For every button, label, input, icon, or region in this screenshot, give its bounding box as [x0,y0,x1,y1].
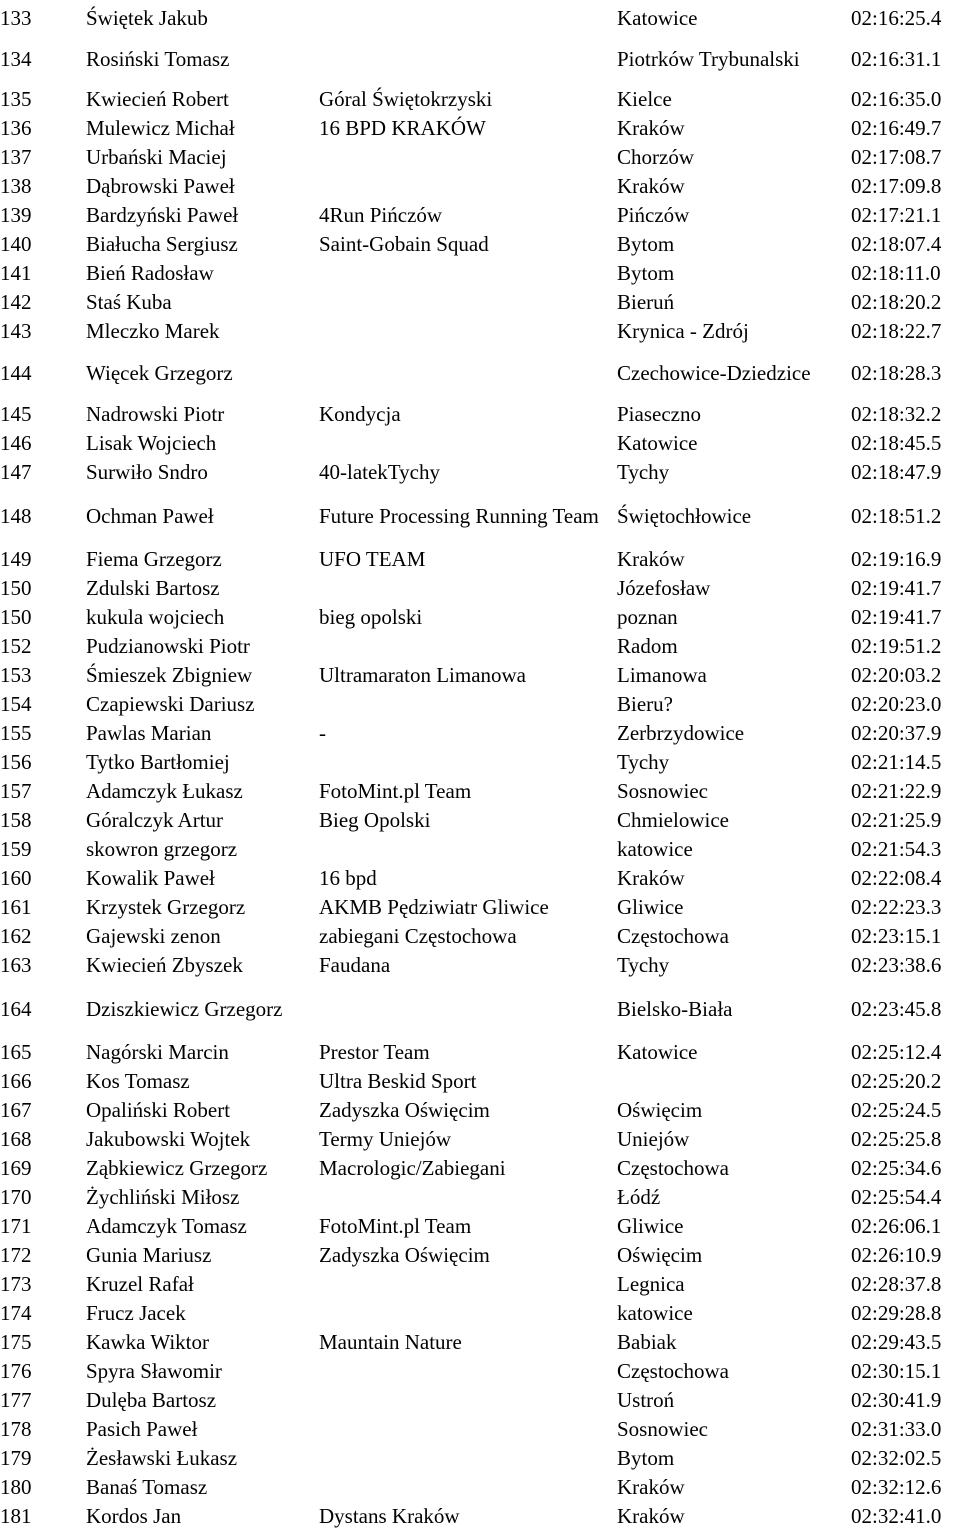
result-club [319,835,611,864]
result-row [0,1444,960,1473]
result-time: 02:19:51.2 [851,633,942,658]
result-row [0,0,960,36]
result-place: 150 [0,575,32,600]
result-time: 02:18:32.2 [851,401,942,426]
result-row [0,1386,960,1415]
result-row [0,1299,960,1328]
result-place: 136 [0,115,32,140]
result-place: 138 [0,173,32,198]
result-place: 161 [0,894,32,919]
result-name: Adamczyk Tomasz [86,1213,247,1238]
result-city: Chorzów [617,144,694,169]
result-place: 163 [0,952,32,977]
result-name: Czapiewski Dariusz [86,691,255,716]
result-city: Kraków [617,1503,685,1528]
result-place: 176 [0,1358,32,1383]
result-city: Gliwice [617,1213,684,1238]
result-name: kukula wojciech [86,604,225,629]
result-row [0,114,960,143]
result-name: Żesławski Łukasz [86,1445,238,1470]
result-time: 02:18:11.0 [851,260,941,285]
result-club [319,429,611,458]
result-city: Limanowa [617,662,707,687]
result-city: Świętochłowice [617,503,752,528]
result-club: Bieg Opolski [319,807,431,832]
result-place: 181 [0,1503,32,1528]
result-city: Babiak [617,1329,677,1354]
result-place: 148 [0,503,32,528]
result-city: Uniejów [617,1126,690,1151]
result-place: 142 [0,289,32,314]
result-place: 169 [0,1155,32,1180]
result-city: Czechowice-Dziedzice [617,360,811,385]
result-time: 02:21:25.9 [851,807,942,832]
result-city: poznan [617,604,678,629]
result-row [0,1241,960,1270]
result-row [0,490,960,542]
result-row [0,288,960,317]
result-place: 141 [0,260,32,285]
result-name: Pudzianowski Piotr [86,633,250,658]
result-city: Częstochowa [617,1155,729,1180]
result-club [319,353,611,393]
result-city: Kraków [617,1474,685,1499]
result-time: 02:18:47.9 [851,459,942,484]
result-row [0,41,960,77]
result-place: 166 [0,1068,32,1093]
result-city: Łódź [617,1184,661,1209]
result-club: Zadyszka Oświęcim [319,1097,490,1122]
result-name: Kos Tomasz [86,1068,190,1093]
result-city: Tychy [617,459,670,484]
result-row [0,172,960,201]
result-city: Katowice [617,1039,698,1064]
result-place: 150 [0,604,32,629]
result-city: Częstochowa [617,1358,729,1383]
result-place: 179 [0,1445,32,1470]
result-club [319,317,611,346]
result-place: 171 [0,1213,32,1238]
result-name: Żychliński Miłosz [86,1184,240,1209]
result-place: 146 [0,430,32,455]
result-city: Kraków [617,865,685,890]
result-place: 147 [0,459,32,484]
result-row [0,1183,960,1212]
result-time: 02:25:12.4 [851,1039,942,1064]
result-place: 140 [0,231,32,256]
result-club [319,1357,611,1386]
result-place: 175 [0,1329,32,1354]
result-time: 02:17:21.1 [851,202,942,227]
result-row [0,1154,960,1183]
result-row [0,835,960,864]
result-name: Śmieszek Zbigniew [86,662,253,687]
result-name: Pasich Paweł [86,1416,198,1441]
result-row [0,1067,960,1096]
result-time: 02:23:15.1 [851,923,942,948]
result-club: 16 BPD KRAKÓW [319,115,486,140]
result-row [0,429,960,458]
result-row [0,893,960,922]
result-row [0,777,960,806]
result-time: 02:18:22.7 [851,318,942,343]
result-time: 02:22:23.3 [851,894,942,919]
result-city: Bielsko-Biała [617,996,733,1021]
result-name: Zdulski Bartosz [86,575,220,600]
result-row [0,400,960,429]
result-club: Ultra Beskid Sport [319,1068,477,1093]
result-time: 02:23:45.8 [851,996,942,1021]
result-name: Świętek Jakub [86,5,208,30]
result-name: Tytko Bartłomiej [86,749,230,774]
result-row [0,980,960,1038]
result-club: Prestor Team [319,1039,430,1064]
result-name: Kwiecień Zbyszek [86,952,243,977]
result-name: Adamczyk Łukasz [86,778,243,803]
result-name: Fiema Grzegorz [86,546,222,571]
result-club: Góral Świętokrzyski [319,86,493,111]
result-time: 02:21:14.5 [851,749,942,774]
result-city: Radom [617,633,678,658]
result-club: Macrologic/Zabiegani [319,1155,506,1180]
result-name: Kawka Wiktor [86,1329,209,1354]
result-name: Dulęba Bartosz [86,1387,217,1412]
result-city: Bytom [617,260,675,285]
result-city: Piotrków Trybunalski [617,46,800,71]
result-time: 02:23:38.6 [851,952,942,977]
result-row [0,545,960,574]
result-place: 152 [0,633,32,658]
result-city: Sosnowiec [617,778,708,803]
result-club: Zadyszka Oświęcim [319,1242,490,1267]
result-club: bieg opolski [319,604,423,629]
result-time: 02:32:41.0 [851,1503,942,1528]
result-row [0,922,960,951]
result-name: Gajewski zenon [86,923,221,948]
result-place: 159 [0,836,32,861]
result-time: 02:30:41.9 [851,1387,942,1412]
result-row [0,719,960,748]
result-club: Mauntain Nature [319,1329,462,1354]
result-row [0,1415,960,1444]
result-club [319,1473,611,1502]
result-place: 154 [0,691,32,716]
result-city: Tychy [617,952,670,977]
result-city: katowice [617,836,693,861]
result-place: 180 [0,1474,32,1499]
result-club [319,1270,611,1299]
result-place: 133 [0,5,32,30]
result-city: Kraków [617,173,685,198]
result-place: 177 [0,1387,32,1412]
result-place: 145 [0,401,32,426]
result-city: Legnica [617,1271,685,1296]
result-row [0,1038,960,1067]
result-time: 02:21:54.3 [851,836,942,861]
result-time: 02:22:08.4 [851,865,942,890]
result-club: 40-latekTychy [319,459,440,484]
result-club [319,172,611,201]
result-time: 02:30:15.1 [851,1358,942,1383]
result-row [0,201,960,230]
result-name: Pawlas Marian [86,720,212,745]
result-city: Kraków [617,115,685,140]
result-time: 02:32:02.5 [851,1445,942,1470]
result-place: 149 [0,546,32,571]
result-name: Mulewicz Michał [86,115,235,140]
result-row [0,1096,960,1125]
result-time: 02:18:20.2 [851,289,942,314]
result-club [319,143,611,172]
result-name: Kruzel Rafał [86,1271,194,1296]
result-city: Kielce [617,86,672,111]
result-row [0,317,960,346]
result-club: Termy Uniejów [319,1126,452,1151]
result-club [319,259,611,288]
result-time: 02:29:28.8 [851,1300,942,1325]
result-name: Nadrowski Piotr [86,401,225,426]
result-place: 143 [0,318,32,343]
result-time: 02:18:28.3 [851,360,942,385]
result-city: Pińczów [617,202,690,227]
result-city: Ustroń [617,1387,675,1412]
result-club: Ultramaraton Limanowa [319,662,527,687]
result-city: Kraków [617,546,685,571]
result-club: 16 bpd [319,865,377,890]
result-city: Bytom [617,231,675,256]
result-time: 02:20:03.2 [851,662,942,687]
result-row [0,1125,960,1154]
result-time: 02:16:31.1 [851,46,942,71]
result-club [319,690,611,719]
result-row [0,574,960,603]
result-name: Kowalik Paweł [86,865,215,890]
result-club: Future Processing Running Team [319,503,599,528]
result-time: 02:29:43.5 [851,1329,942,1354]
result-place: 165 [0,1039,32,1064]
result-city: Częstochowa [617,923,729,948]
result-club [319,1444,611,1473]
result-time: 02:18:45.5 [851,430,942,455]
result-name: Banaś Tomasz [86,1474,208,1499]
result-place: 170 [0,1184,32,1209]
result-city: Zerbrzydowice [617,720,745,745]
result-row [0,143,960,172]
result-row [0,806,960,835]
result-club [319,574,611,603]
result-place: 144 [0,360,32,385]
result-name: Więcek Grzegorz [86,360,233,385]
result-name: skowron grzegorz [86,836,238,861]
result-place: 167 [0,1097,32,1122]
result-name: Góralczyk Artur [86,807,224,832]
result-row [0,230,960,259]
result-time: 02:25:25.8 [851,1126,942,1151]
result-club [319,1183,611,1212]
result-place: 156 [0,749,32,774]
result-time: 02:19:41.7 [851,575,942,600]
result-club [319,1299,611,1328]
result-time: 02:25:54.4 [851,1184,942,1209]
result-place: 135 [0,86,32,111]
result-place: 162 [0,923,32,948]
result-club: Dystans Kraków [319,1503,460,1528]
result-place: 173 [0,1271,32,1296]
result-time: 02:17:08.7 [851,144,942,169]
result-place: 137 [0,144,32,169]
result-time: 02:18:51.2 [851,503,942,528]
result-club [319,632,611,661]
result-city: Bieru? [617,691,673,716]
result-row [0,1328,960,1357]
result-name: Jakubowski Wojtek [86,1126,251,1151]
result-city: Katowice [617,5,698,30]
result-row [0,353,960,393]
result-place: 172 [0,1242,32,1267]
result-row [0,951,960,980]
result-club: FotoMint.pl Team [319,778,472,803]
result-name: Dąbrowski Paweł [86,173,235,198]
result-city: Sosnowiec [617,1416,708,1441]
result-time: 02:31:33.0 [851,1416,942,1441]
result-city: Bieruń [617,289,675,314]
result-name: Lisak Wojciech [86,430,217,455]
result-time: 02:19:16.9 [851,546,942,571]
result-name: Rosiński Tomasz [86,46,230,71]
result-name: Mleczko Marek [86,318,220,343]
result-row [0,661,960,690]
result-row [0,1357,960,1386]
result-time: 02:18:07.4 [851,231,942,256]
result-name: Dziszkiewicz Grzegorz [86,996,283,1021]
result-club: - [319,720,326,745]
result-time: 02:20:37.9 [851,720,942,745]
result-city: Bytom [617,1445,675,1470]
result-name: Kwiecień Robert [86,86,229,111]
result-name: Białucha Sergiusz [86,231,238,256]
result-place: 134 [0,46,32,71]
result-row [0,259,960,288]
result-time: 02:25:34.6 [851,1155,942,1180]
result-row [0,85,960,114]
result-city: Józefosław [617,575,711,600]
result-club [319,1415,611,1444]
result-time: 02:25:24.5 [851,1097,942,1122]
result-row [0,864,960,893]
result-time: 02:28:37.8 [851,1271,942,1296]
result-club: zabiegani Częstochowa [319,923,517,948]
result-club: Saint-Gobain Squad [319,231,489,256]
result-place: 153 [0,662,32,687]
result-time: 02:16:49.7 [851,115,942,140]
result-club: UFO TEAM [319,546,426,571]
result-place: 174 [0,1300,32,1325]
result-name: Staś Kuba [86,289,172,314]
result-time: 02:17:09.8 [851,173,942,198]
result-time: 02:26:10.9 [851,1242,942,1267]
result-place: 157 [0,778,32,803]
result-city: Oświęcim [617,1242,703,1267]
result-city: katowice [617,1300,693,1325]
result-name: Nagórski Marcin [86,1039,229,1064]
result-name: Krzystek Grzegorz [86,894,246,919]
result-name: Bardzyński Paweł [86,202,239,227]
result-time: 02:21:22.9 [851,778,942,803]
result-time: 02:19:41.7 [851,604,942,629]
result-club: FotoMint.pl Team [319,1213,472,1238]
result-name: Urbański Maciej [86,144,227,169]
result-row [0,1473,960,1502]
result-club [319,1386,611,1415]
result-row [0,690,960,719]
result-city: Katowice [617,430,698,455]
result-time: 02:16:25.4 [851,5,942,30]
result-place: 158 [0,807,32,832]
result-name: Opaliński Robert [86,1097,231,1122]
result-place: 155 [0,720,32,745]
result-row [0,1212,960,1241]
result-name: Kordos Jan [86,1503,182,1528]
result-city: Chmielowice [617,807,729,832]
result-club [319,748,611,777]
result-time: 02:16:35.0 [851,86,942,111]
result-club [319,980,611,1038]
result-row [0,458,960,487]
result-place: 160 [0,865,32,890]
result-time: 02:32:12.6 [851,1474,942,1499]
result-name: Ząbkiewicz Grzegorz [86,1155,268,1180]
result-name: Ochman Paweł [86,503,214,528]
result-club: Faudana [319,952,391,977]
result-name: Surwiło Sndro [86,459,208,484]
result-place: 139 [0,202,32,227]
result-name: Frucz Jacek [86,1300,186,1325]
result-club [319,288,611,317]
result-place: 164 [0,996,32,1021]
result-time: 02:26:06.1 [851,1213,942,1238]
result-club: AKMB Pędziwiatr Gliwice [319,894,549,919]
result-club [319,41,611,77]
result-place: 168 [0,1126,32,1151]
result-row [0,748,960,777]
result-city: Oświęcim [617,1097,703,1122]
result-club: Kondycja [319,401,401,426]
result-row [0,603,960,632]
result-club: 4Run Pińczów [319,202,443,227]
result-time: 02:20:23.0 [851,691,942,716]
result-name: Gunia Mariusz [86,1242,212,1267]
result-place: 178 [0,1416,32,1441]
result-city: Gliwice [617,894,684,919]
result-city: Krynica - Zdrój [617,318,749,343]
result-name: Spyra Sławomir [86,1358,222,1383]
result-city: Tychy [617,749,670,774]
result-city: Piaseczno [617,401,701,426]
result-name: Bień Radosław [86,260,214,285]
result-row [0,1270,960,1299]
result-time: 02:25:20.2 [851,1068,942,1093]
result-club [319,0,611,36]
result-row [0,632,960,661]
result-row [0,1502,960,1531]
